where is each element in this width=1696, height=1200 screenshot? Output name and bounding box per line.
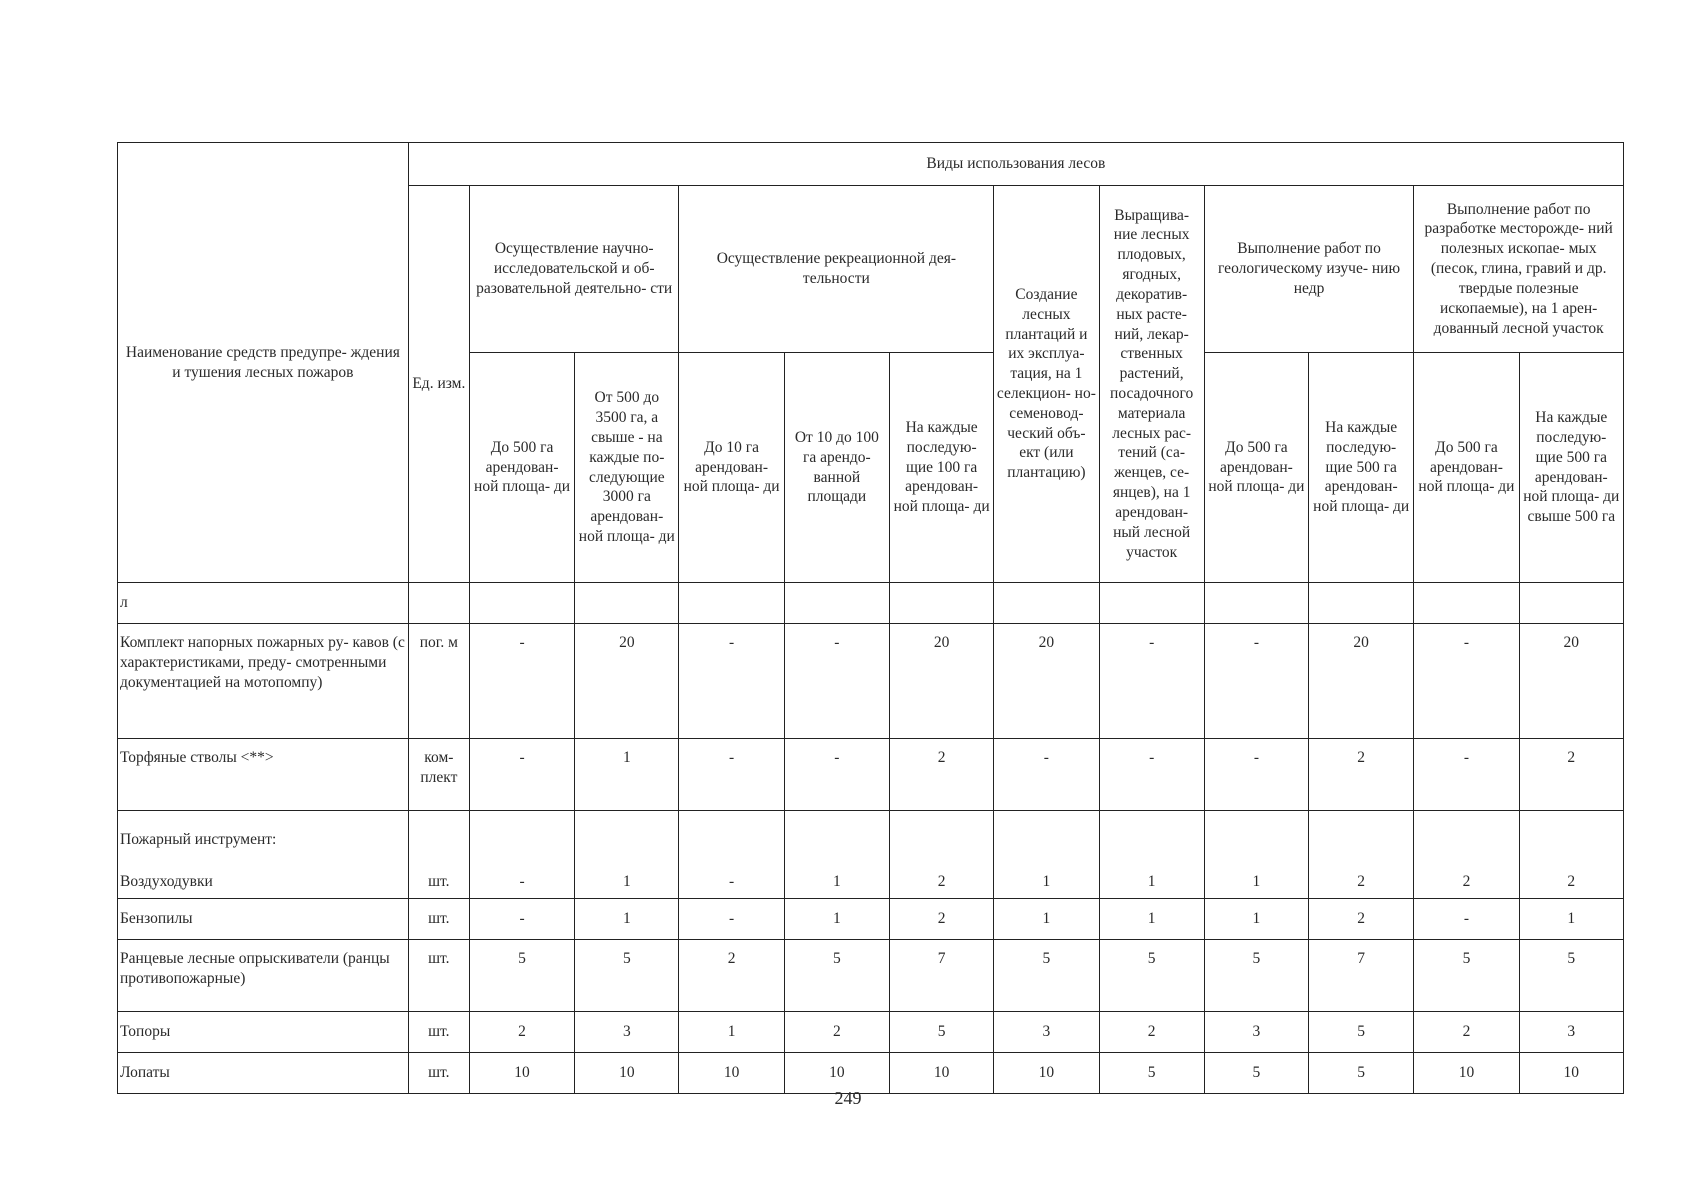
value-cell: - [1414,739,1519,811]
subheader-mining-upto-500: До 500 га арендован- ной площа- ди [1414,353,1519,583]
empty-cell [408,583,469,624]
value-cell: 20 [1519,624,1623,739]
value-cell: 2 [1519,739,1623,811]
row-unit: шт. [408,1053,469,1094]
row-name-peat: Торфяные стволы <**> [118,739,409,811]
subheader-recreation-each-100: На каждые последую- щие 100 га арендован- ной площа- ди [889,353,993,583]
subheader-recreation-upto-10: До 10 га арендован- ной площа- ди [679,353,784,583]
value-cell: - [1099,739,1204,811]
subheader-research-500-3500: От 500 до 3500 га, а свыше - на каждые по- следующие 3000 га арендован- ной площа- ди [575,353,679,583]
value-cell: 2 [1099,1012,1204,1053]
value-cell: 2 [1309,739,1414,811]
row-name-hoses: Комплект напорных пожарных ру- кавов (с характеристиками, преду- смотренными документацией на мотопомпу) [118,624,409,739]
row-unit: ком- плект [408,739,469,811]
value-cell: 1 [679,1012,784,1053]
value-cell: 5 [784,940,889,1012]
table-row [118,1012,1624,1053]
value-cell: 5 [889,1012,993,1053]
value-cell: 1 [1099,811,1204,899]
value-cell: 2 [1414,1012,1519,1053]
value-cell: 1 [1204,811,1308,899]
value-cell: 2 [889,811,993,899]
value-cell: 3 [1519,1012,1623,1053]
value-cell: 1 [1099,899,1204,940]
value-cell: 10 [575,1053,679,1094]
value-cell: - [1414,899,1519,940]
group-geology-header: Выполнение работ по геологическому изуче- нию недр [1204,186,1414,353]
row-name-sprayers: Ранцевые лесные опрыскиватели (ранцы противопожарные) [118,940,409,1012]
table-title: Виды использования лесов [408,143,1623,186]
value-cell: 1 [575,811,679,899]
value-cell: 1 [1519,899,1623,940]
value-cell: 2 [469,1012,574,1053]
value-cell: 20 [994,624,1099,739]
value-cell: 1 [575,899,679,940]
value-cell: 10 [784,1053,889,1094]
subheader-mining-each-500: На каждые последую- щие 500 га арендован- ной площа- ди свыше 500 га [1519,353,1623,583]
value-cell: 20 [889,624,993,739]
value-cell: - [679,624,784,739]
group-research-header: Осуществление научно- исследовательской и об- разовательной деятельно- сти [469,186,679,353]
unit-column-header: Ед. изм. [408,186,469,583]
value-cell: 1 [575,739,679,811]
row-unit: шт. [408,811,469,899]
value-cell: - [469,811,574,899]
subheader-recreation-10-100: От 10 до 100 га арендо- ванной площади [784,353,889,583]
value-cell: - [1414,624,1519,739]
table-row [118,583,1624,624]
row-name-chainsaws: Бензопилы [118,899,409,940]
value-cell: 2 [1414,811,1519,899]
value-cell: - [679,811,784,899]
row-unit: пог. м [408,624,469,739]
row-name-axes: Топоры [118,1012,409,1053]
row-unit: шт. [408,1012,469,1053]
forest-fire-equipment-table [117,142,1624,1094]
value-cell: 3 [575,1012,679,1053]
value-cell: 1 [994,899,1099,940]
value-cell: 7 [1309,940,1414,1012]
empty-cell [1309,583,1414,624]
value-cell: 20 [575,624,679,739]
table-row [118,624,1624,739]
value-cell: 2 [1309,811,1414,899]
value-cell: - [994,739,1099,811]
name-column-header: Наименование средств предупре- ждения и тушения лесных пожаров [118,143,409,583]
value-cell: 3 [994,1012,1099,1053]
empty-cell [1414,583,1519,624]
value-cell: 7 [889,940,993,1012]
value-cell: 3 [1204,1012,1308,1053]
value-cell: - [679,899,784,940]
value-cell: - [1099,624,1204,739]
value-cell: - [469,624,574,739]
value-cell: - [1204,624,1308,739]
value-cell: 5 [1099,1053,1204,1094]
empty-cell [1204,583,1308,624]
row-unit: шт. [408,940,469,1012]
row-name-shovels: Лопаты [118,1053,409,1094]
value-cell: 10 [679,1053,784,1094]
value-cell: - [679,739,784,811]
value-cell: - [469,899,574,940]
value-cell: 5 [1414,940,1519,1012]
table-row [118,811,1624,899]
empty-cell [679,583,784,624]
value-cell: 20 [1309,624,1414,739]
value-cell: 2 [1519,811,1623,899]
value-cell: 1 [994,811,1099,899]
group-growing-header: Выращива- ние лесных плодовых, ягодных, декоратив- ных расте- ний, лекар- ственных растений, посадочного материала лесных рас- тений (са- женцев, се- янцев), на 1 арендован- ный лесной участок [1099,186,1204,583]
empty-cell [784,583,889,624]
group-mining-header: Выполнение работ по разработке месторожде- ний полезных ископае- мых (песок, глина, гравий и др. твердые полезные ископаемые), на 1 арен- дованный лесной участок [1414,186,1624,353]
value-cell: 5 [575,940,679,1012]
value-cell: 10 [469,1053,574,1094]
tools-section-heading: Пожарный инструмент: [120,831,277,849]
value-cell: 1 [784,811,889,899]
value-cell: 5 [1099,940,1204,1012]
empty-cell [1519,583,1623,624]
group-recreation-header: Осуществление рекреационной дея- тельности [679,186,994,353]
subheader-research-upto-500: До 500 га арендован- ной площа- ди [469,353,574,583]
value-cell: 2 [784,1012,889,1053]
subheader-geology-upto-500: До 500 га арендован- ной площа- ди [1204,353,1308,583]
value-cell: 5 [469,940,574,1012]
value-cell: 1 [1204,899,1308,940]
value-cell: - [469,739,574,811]
value-cell: 10 [1414,1053,1519,1094]
value-cell: - [784,739,889,811]
value-cell: 2 [889,899,993,940]
value-cell: 5 [1519,940,1623,1012]
value-cell: 5 [1309,1053,1414,1094]
empty-cell [889,583,993,624]
table-row [118,899,1624,940]
empty-cell [1099,583,1204,624]
value-cell: 10 [994,1053,1099,1094]
row-name: Воздуходувки [120,873,213,891]
value-cell: 5 [1204,940,1308,1012]
subheader-geology-each-500: На каждые последую- щие 500 га арендован- ной площа- ди [1309,353,1414,583]
table-row [118,940,1624,1012]
row-name-blowers [118,811,409,899]
value-cell: 1 [784,899,889,940]
value-cell: 5 [1309,1012,1414,1053]
row-unit: шт. [408,899,469,940]
group-plantations-header: Создание лесных плантаций и их эксплуа- тация, на 1 селекцион- но- семеновод- ческий объ- ект (или плантацию) [994,186,1099,583]
page-number: 249 [834,1088,862,1108]
value-cell: 5 [1204,1053,1308,1094]
empty-cell [469,583,574,624]
value-cell: 10 [889,1053,993,1094]
table-row [118,739,1624,811]
value-cell: 2 [679,940,784,1012]
empty-cell [994,583,1099,624]
value-cell: 2 [889,739,993,811]
value-cell: 5 [994,940,1099,1012]
row-label: л [118,583,409,624]
header-row-title [118,143,1624,186]
value-cell: 2 [1309,899,1414,940]
value-cell: - [784,624,889,739]
value-cell: 10 [1519,1053,1623,1094]
empty-cell [575,583,679,624]
value-cell: - [1204,739,1308,811]
